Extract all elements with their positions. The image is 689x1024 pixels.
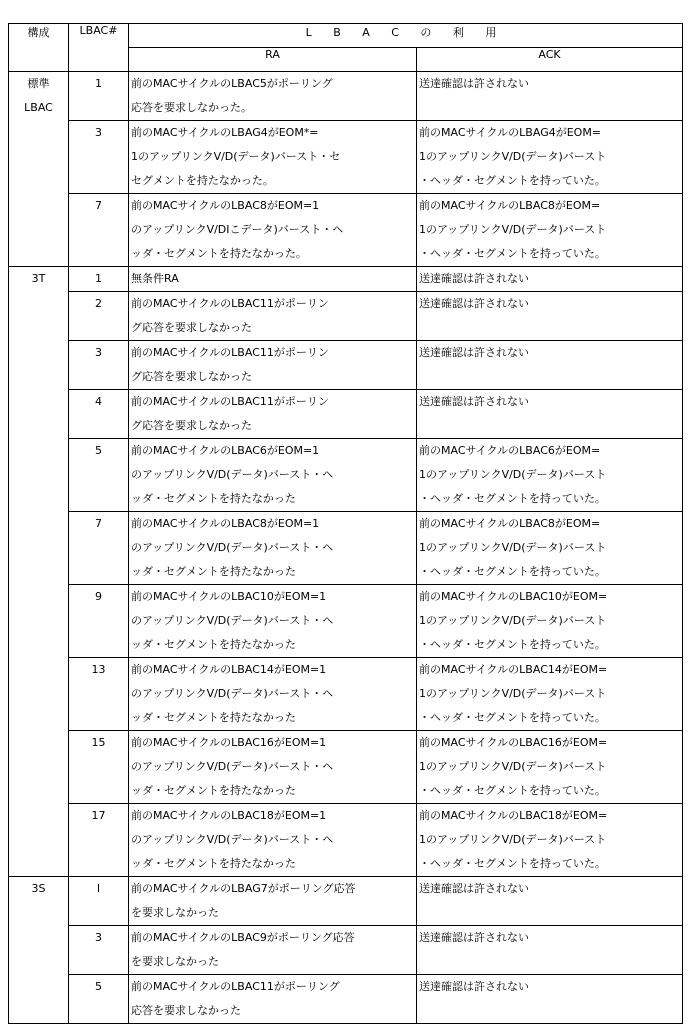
ack-cell [417, 439, 683, 512]
ack-line: 前のMACサイクルのLBAC6がEOM= [419, 444, 601, 457]
ack-cell [417, 804, 683, 877]
ra-line: 無条件RA [131, 272, 179, 285]
table-row [9, 585, 683, 658]
ack-text [417, 121, 682, 193]
lbac-number-cell [69, 72, 129, 121]
ack-cell [417, 975, 683, 1024]
ra-text [129, 585, 416, 657]
lbac-number-cell [69, 194, 129, 267]
lbac-number-cell [69, 292, 129, 341]
ra-text [129, 658, 416, 730]
header-config [9, 24, 69, 72]
table-row [9, 267, 683, 292]
ack-cell [417, 731, 683, 804]
table-row [9, 731, 683, 804]
config-lines [9, 72, 68, 120]
ra-text [129, 926, 416, 974]
ra-cell [129, 585, 417, 658]
ack-line: ・ヘッダ・セグメントを持っていた。 [419, 711, 606, 724]
ack-line: 送達確認は許されない [419, 272, 529, 285]
lbac-number-cell [69, 390, 129, 439]
ra-text [129, 267, 416, 291]
config-cell [9, 72, 69, 267]
ack-line: 送達確認は許されない [419, 346, 529, 359]
ack-line: 送達確認は許されない [419, 931, 529, 944]
ra-line: のアップリンクV/D(データ)バースト・ヘ [131, 760, 334, 773]
ra-line: 前のMACサイクルのLBAC8がEOM=1 [131, 199, 320, 212]
lbac-number: 5 [95, 980, 102, 993]
ra-text [129, 72, 416, 120]
table-row [9, 804, 683, 877]
lbac-number: 3 [95, 126, 102, 139]
ra-line: 前のMACサイクルのLBAC8がEOM=1 [131, 517, 320, 530]
lbac-number: 3 [95, 346, 102, 359]
ra-text [129, 121, 416, 193]
ra-line: ッダ・セグメントを持たなかった [131, 857, 296, 870]
lbac-number-cell [69, 512, 129, 585]
ra-line: 前のMACサイクルのLBAC11がポーリン [131, 395, 329, 408]
ra-line: ッダ・セグメントを持たなかった [131, 711, 296, 724]
ack-text [417, 731, 682, 803]
ra-cell [129, 267, 417, 292]
lbac-number-cell [69, 585, 129, 658]
table-row [9, 390, 683, 439]
ack-text [417, 439, 682, 511]
ra-line: 前のMACサイクルのLBAG7がポーリング応答 [131, 882, 356, 895]
ra-line: 前のMACサイクルのLBAC11がポーリング [131, 980, 340, 993]
ack-line: 送達確認は許されない [419, 297, 529, 310]
ack-line: 前のMACサイクルのLBAC8がEOM= [419, 517, 601, 530]
ack-line: ・ヘッダ・セグメントを持っていた。 [419, 784, 606, 797]
ra-cell [129, 731, 417, 804]
ra-text [129, 194, 416, 266]
ack-cell [417, 341, 683, 390]
lbac-number: I [96, 882, 101, 895]
ack-line: 1のアップリンクV/D(データ)バースト [419, 468, 607, 481]
ra-line: のアップリンクV/D(データ)バースト・ヘ [131, 687, 334, 700]
ack-line: ・ヘッダ・セグメントを持っていた。 [419, 638, 606, 651]
ack-text [417, 194, 682, 266]
ra-cell [129, 121, 417, 194]
ack-cell [417, 585, 683, 658]
ack-cell [417, 72, 683, 121]
ack-cell [417, 390, 683, 439]
lbac-number: 1 [95, 272, 102, 285]
lbac-number: 17 [91, 809, 106, 822]
ack-text [417, 512, 682, 584]
ack-cell [417, 194, 683, 267]
ack-line: 1のアップリンクV/D(データ)バースト [419, 687, 607, 700]
config-cell [9, 877, 69, 1024]
ra-line: のアップリンクV/DIこデータ)バースト・ヘ [131, 223, 344, 236]
ra-line: 前のMACサイクルのLBAC18がEOM=1 [131, 809, 327, 822]
ack-text [417, 72, 682, 96]
ack-text [417, 585, 682, 657]
header-lbac-number [69, 24, 129, 72]
ack-cell [417, 877, 683, 926]
table-header [9, 24, 683, 72]
lbac-number-cell [69, 658, 129, 731]
ack-line: 前のMACサイクルのLBAC16がEOM= [419, 736, 608, 749]
lbac-number-cell [69, 804, 129, 877]
ack-line: ・ヘッダ・セグメントを持っていた。 [419, 492, 606, 505]
ack-text [417, 267, 682, 291]
ack-line: 送達確認は許されない [419, 77, 529, 90]
ra-text [129, 390, 416, 438]
ack-text [417, 341, 682, 365]
ra-text [129, 341, 416, 389]
ack-line: ・ヘッダ・セグメントを持っていた。 [419, 174, 606, 187]
ack-cell [417, 512, 683, 585]
ra-line: のアップリンクV/D(データ)バースト・ヘ [131, 614, 334, 627]
table-row [9, 877, 683, 926]
config-line: 3T [31, 272, 46, 285]
ra-line: のアップリンクV/D(データ)バースト・ヘ [131, 468, 334, 481]
ack-line: 前のMACサイクルのLBAG4がEOM= [419, 126, 602, 139]
ra-line: のアップリンクV/D(データ)バースト・ヘ [131, 541, 334, 554]
table-row [9, 658, 683, 731]
ra-line: 応答を要求しなかった。 [131, 101, 252, 114]
ra-cell [129, 390, 417, 439]
ra-cell [129, 926, 417, 975]
ra-cell [129, 975, 417, 1024]
ra-line: グ応答を要求しなかった [131, 370, 252, 383]
ack-cell [417, 926, 683, 975]
table-row [9, 439, 683, 512]
ra-line: セグメントを持たなかった。 [131, 174, 274, 187]
ra-text [129, 512, 416, 584]
ack-text [417, 658, 682, 730]
ra-line: 前のMACサイクルのLBAC6がEOM=1 [131, 444, 320, 457]
ack-cell [417, 121, 683, 194]
ra-cell [129, 439, 417, 512]
ack-line: 1のアップリンクV/D(データ)バースト [419, 541, 607, 554]
lbac-number: 7 [95, 199, 102, 212]
lbac-number-cell [69, 121, 129, 194]
table-row [9, 121, 683, 194]
header-lbac-number-label: LBAC# [79, 24, 118, 37]
config-line: 標準 [27, 77, 50, 90]
ack-line: 前のMACサイクルのLBAC18がEOM= [419, 809, 608, 822]
ack-line: 1のアップリンクV/D(データ)バースト [419, 614, 607, 627]
ra-text [129, 292, 416, 340]
header-lbac-usage [129, 24, 683, 48]
lbac-number: 4 [95, 395, 102, 408]
lbac-usage-table [8, 23, 683, 1024]
ra-line: を要求しなかった [131, 955, 219, 968]
header-ra-label: RA [265, 48, 280, 61]
header-ra [129, 48, 417, 72]
ack-cell [417, 267, 683, 292]
ra-text [129, 804, 416, 876]
ack-line: ・ヘッダ・セグメントを持っていた。 [419, 857, 606, 870]
lbac-number: 2 [95, 297, 102, 310]
table-row [9, 194, 683, 267]
config-lines [9, 267, 68, 291]
ra-line: 前のMACサイクルのLBAC14がEOM=1 [131, 663, 327, 676]
ack-text [417, 926, 682, 950]
header-lbac-usage-label: L B A C の 利 用 [305, 26, 506, 39]
ack-line: 送達確認は許されない [419, 395, 529, 408]
ack-line: 送達確認は許されない [419, 882, 529, 895]
lbac-number-cell [69, 341, 129, 390]
config-line: 3S [31, 882, 46, 895]
ra-cell [129, 72, 417, 121]
ack-cell [417, 658, 683, 731]
ra-line: ッダ・セグメントを持たなかった [131, 784, 296, 797]
lbac-number-cell [69, 877, 129, 926]
ack-text [417, 975, 682, 999]
ra-line: グ応答を要求しなかった [131, 321, 252, 334]
ra-line: ッダ・セグメントを持たなかった [131, 638, 296, 651]
ra-text [129, 731, 416, 803]
ack-text [417, 292, 682, 316]
ack-text [417, 804, 682, 876]
ra-line: 前のMACサイクルのLBAC11がポーリン [131, 297, 329, 310]
table-row [9, 341, 683, 390]
ra-line: 1のアップリンクV/D(データ)バースト・セ [131, 150, 341, 163]
ack-line: 1のアップリンクV/D(データ)バースト [419, 833, 607, 846]
ack-line: ・ヘッダ・セグメントを持っていた。 [419, 247, 606, 260]
lbac-number-cell [69, 267, 129, 292]
ra-line: 前のMACサイクルのLBAC5がポーリング [131, 77, 333, 90]
table-body [9, 72, 683, 1024]
lbac-number-cell [69, 731, 129, 804]
ack-text [417, 877, 682, 901]
config-lines [9, 877, 68, 901]
ack-line: 前のMACサイクルのLBAC10がEOM= [419, 590, 608, 603]
lbac-number-cell [69, 439, 129, 512]
ra-line: 前のMACサイクルのLBAC11がポーリン [131, 346, 329, 359]
lbac-number: 5 [95, 444, 102, 457]
ack-line: 前のMACサイクルのLBAC14がEOM= [419, 663, 608, 676]
ack-line: ・ヘッダ・セグメントを持っていた。 [419, 565, 606, 578]
ack-line: 1のアップリンクV/D(データ)バースト [419, 150, 607, 163]
lbac-number-cell [69, 926, 129, 975]
ra-line: 前のMACサイクルのLBAC16がEOM=1 [131, 736, 327, 749]
ack-text [417, 390, 682, 414]
header-ack-label: ACK [538, 48, 561, 61]
ra-text [129, 877, 416, 925]
ra-cell [129, 341, 417, 390]
lbac-number: 3 [95, 931, 102, 944]
ack-line: 1のアップリンクV/D(データ)バースト [419, 760, 607, 773]
ra-cell [129, 194, 417, 267]
ra-cell [129, 292, 417, 341]
ra-line: を要求しなかった [131, 906, 219, 919]
lbac-number: 13 [91, 663, 106, 676]
table-row [9, 975, 683, 1024]
ack-line: 送達確認は許されない [419, 980, 529, 993]
header-ack [417, 48, 683, 72]
table-row [9, 72, 683, 121]
ra-cell [129, 512, 417, 585]
ra-line: 前のMACサイクルのLBAG4がEOM*= [131, 126, 319, 139]
header-config-label: 構成 [27, 26, 50, 39]
ra-line: のアップリンクV/D(データ)バースト・ヘ [131, 833, 334, 846]
config-cell [9, 267, 69, 877]
ra-text [129, 439, 416, 511]
lbac-number: 1 [95, 77, 102, 90]
config-line: LBAC [24, 101, 53, 114]
table-row [9, 512, 683, 585]
ra-cell [129, 658, 417, 731]
lbac-number: 15 [91, 736, 106, 749]
ra-line: 前のMACサイクルのLBAC10がEOM=1 [131, 590, 327, 603]
ack-line: 1のアップリンクV/D(データ)バースト [419, 223, 607, 236]
lbac-number-cell [69, 975, 129, 1024]
ra-line: 前のMACサイクルのLBAC9がポーリング応答 [131, 931, 355, 944]
ack-cell [417, 292, 683, 341]
lbac-number: 7 [95, 517, 102, 530]
ra-line: ッダ・セグメントを持たなかった [131, 565, 296, 578]
ra-line: ッダ・セグメントを持たなかった。 [131, 247, 307, 260]
ra-line: 応答を要求しなかった [131, 1004, 241, 1017]
ra-cell [129, 804, 417, 877]
lbac-number: 9 [95, 590, 102, 603]
table-row [9, 292, 683, 341]
ra-line: グ応答を要求しなかった [131, 419, 252, 432]
ra-line: ッダ・セグメントを持たなかった [131, 492, 296, 505]
table-row [9, 926, 683, 975]
ack-line: 前のMACサイクルのLBAC8がEOM= [419, 199, 601, 212]
ra-cell [129, 877, 417, 926]
ra-text [129, 975, 416, 1023]
